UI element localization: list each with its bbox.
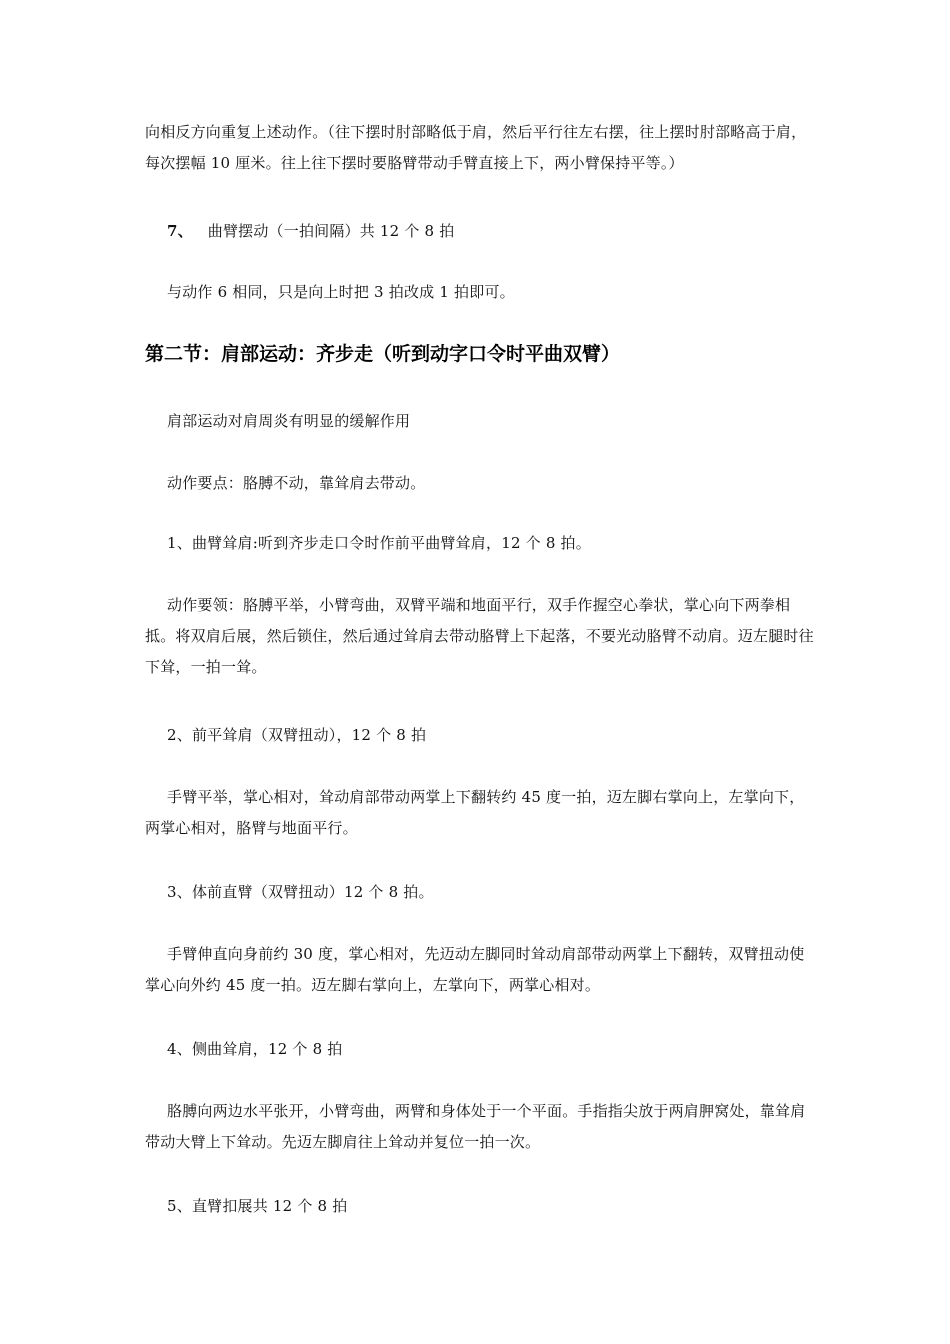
list-item-2-front-flat-shrug: 2、前平耸肩（双臂扭动），12 个 8 拍	[167, 726, 427, 744]
paragraph-action-essentials: 动作要领：胳膊平举，小臂弯曲，双臂平端和地面平行，双手作握空心拳状，掌心向下两拳相抵。将双肩后展，然后锁住，然后通过耸肩去带动胳臂上下起落，不要光动胳臂不动肩。迈左腿时往下耸，一拍一耸。	[145, 596, 814, 676]
list-item-7	[167, 216, 837, 247]
list-item-7-number: 7、	[167, 222, 193, 240]
list-item-7-text: 曲臂摆动（一拍间隔）共 12 个 8 拍	[207, 222, 455, 240]
paragraph-key-points: 动作要点：胳膊不动，靠耸肩去带动。	[167, 474, 426, 492]
paragraph-arm-raise-palms: 手臂平举，掌心相对，耸动肩部带动两掌上下翻转约 45 度一拍，迈左脚右掌向上，左掌向下，两掌心相对，胳臂与地面平行。	[145, 788, 805, 837]
list-item-4-side-curved-shrug: 4、侧曲耸肩，12 个 8 拍	[167, 1040, 343, 1058]
paragraph-arms-open-sideways: 胳膊向两边水平张开，小臂弯曲，两臂和身体处于一个平面。手指指尖放于两肩胛窝处，靠耸肩带动大臂上下耸动。先迈左脚肩往上耸动并复位一拍一次。	[145, 1102, 806, 1151]
list-item-1-curved-arm-shrug: 1、曲臂耸肩:听到齐步走口令时作前平曲臂耸肩，12 个 8 拍。	[167, 534, 591, 552]
list-item-3-straight-arm-front: 3、体前直臂（双臂扭动）12 个 8 拍。	[167, 883, 434, 901]
list-item-5-straight-arm-extend: 5、直臂扣展共 12 个 8 拍	[167, 1197, 348, 1215]
section-heading-shoulder-exercise: 第二节：肩部运动：齐步走（听到动字口令时平曲双臂）	[145, 343, 621, 365]
paragraph-same-as-action-6: 与动作 6 相同，只是向上时把 3 拍改成 1 拍即可。	[167, 283, 515, 301]
paragraph-shoulder-benefit: 肩部运动对肩周炎有明显的缓解作用	[167, 412, 411, 430]
paragraph-arm-swing-continued: 向相反方向重复上述动作。（往下摆时肘部略低于肩，然后平行往左右摆，往上摆时肘部略高于肩，每次摆幅 10 厘米。往上往下摆时要胳臂带动手臂直接上下，两小臂保持平等。）	[145, 123, 807, 172]
paragraph-arm-extend-30-deg: 手臂伸直向身前约 30 度，掌心相对，先迈动左脚同时耸动肩部带动两掌上下翻转，双臂扭动使掌心向外约 45 度一拍。迈左脚右掌向上，左掌向下，两掌心相对。	[145, 945, 805, 994]
